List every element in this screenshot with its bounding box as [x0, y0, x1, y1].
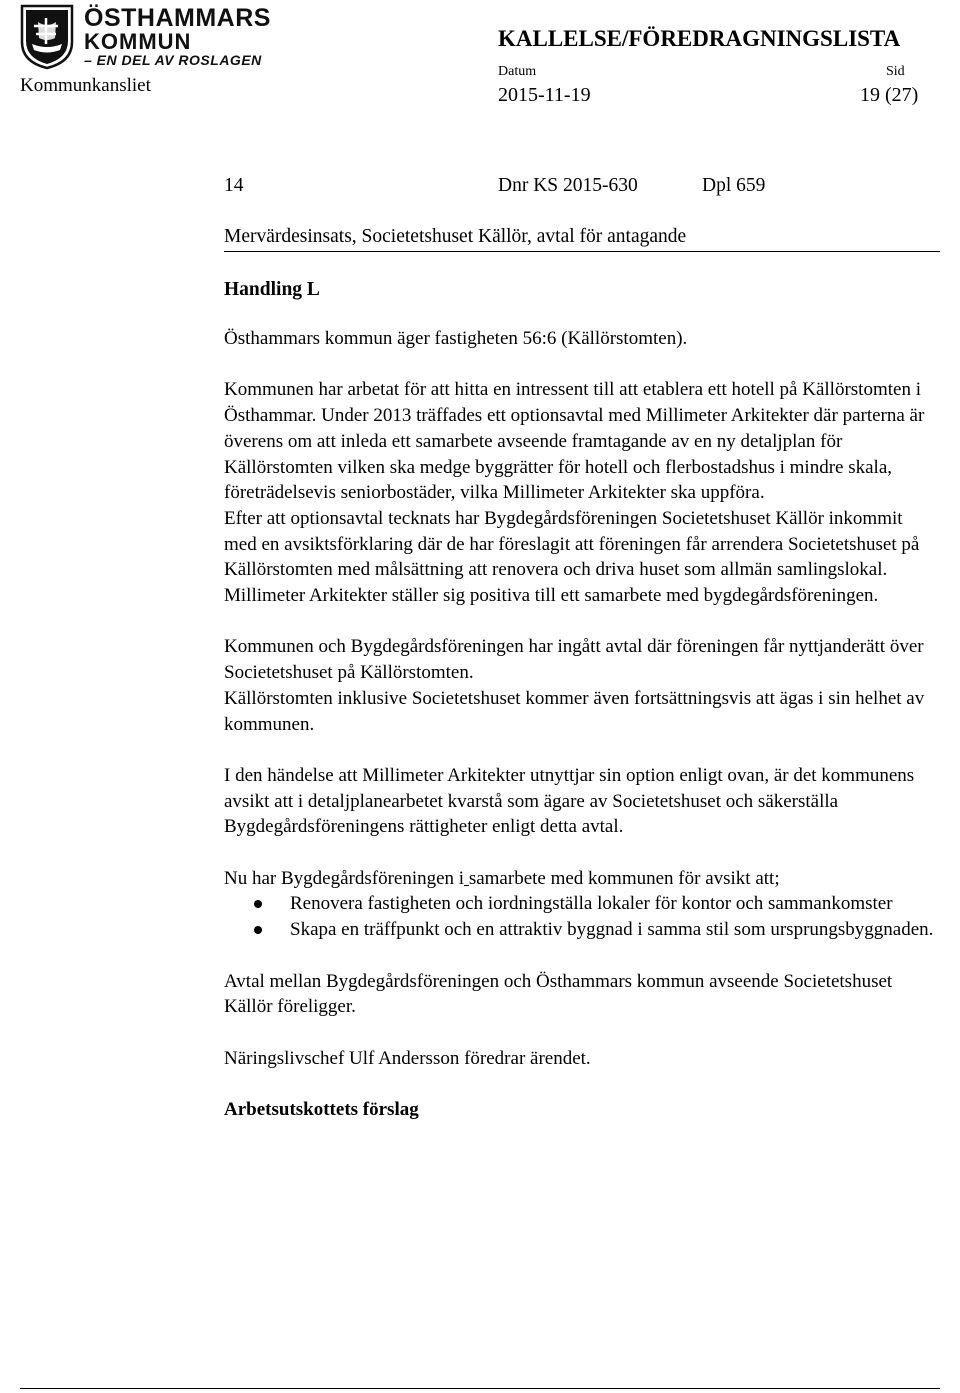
- paragraph-7: [224, 866, 936, 892]
- municipality-logo: [20, 4, 271, 70]
- item-number: 14: [224, 175, 244, 196]
- bullet-icon: [254, 926, 262, 934]
- paragraph-4: Kommunen och Bygdegårdsföreningen har ingått avtal där föreningen får nyttjanderätt över Societetshuset på Källörstomten.: [224, 636, 924, 684]
- date-value: 2015-11-19: [498, 84, 591, 106]
- document-title: KALLELSE/FÖREDRAGNINGSLISTA: [498, 26, 901, 51]
- item-body: [224, 326, 936, 1123]
- paragraph-7-end: samarbete med kommunen för avsikt att;: [468, 867, 780, 889]
- intent-list: [224, 891, 936, 942]
- logo-text-2: KOMMUN: [84, 29, 192, 54]
- list-item-text: Renovera fastigheten och iordningställa lokaler för kontor och sammankomster: [290, 893, 893, 915]
- logo-text-3: – EN DEL AV ROSLAGEN: [84, 52, 262, 68]
- handling-reference: Handling L: [224, 279, 320, 300]
- paragraph-9: Näringslivschef Ulf Andersson föredrar ärendet.: [224, 1047, 591, 1069]
- paragraph-5: Källörstomten inklusive Societetshuset kommer även fortsättningsvis att ägas i sin helhet av kommunen.: [224, 687, 925, 735]
- paragraph-1: Östhammars kommun äger fastigheten 56:6 (Källörstomten).: [224, 328, 688, 349]
- paragraph-8: Avtal mellan Bygdegårdsföreningen och Östhammars kommun avseende Societetshuset Källör föreligger.: [224, 970, 893, 1018]
- logo-text-1: ÖSTHAMMARS: [84, 4, 271, 32]
- paragraph-7-start: Nu har Bygdegårdsföreningen i: [224, 867, 465, 889]
- list-item-text: Skapa en träffpunkt och en attraktiv byggnad i samma stil som ursprungsbyggnaden.: [290, 919, 934, 941]
- footer-divider: [20, 1388, 940, 1389]
- section-title: Arbetsutskottets förslag: [224, 1098, 419, 1120]
- bullet-icon: [254, 900, 262, 908]
- paragraph-3: Efter att optionsavtal tecknats har Bygdegårdsföreningen Societetshuset Källör inkommit med en avsiktsförklaring där de har föreslagit att föreningen får arrendera Societetshuset på Källörstomten med målsättning att renovera och driva huset som allmän samlingslokal. Millimeter Arkitekter ställer sig positiva till ett samarbete med bygdegårdsföreningen.: [224, 507, 920, 607]
- page-value: 19 (27): [860, 84, 919, 106]
- dpl-number: Dpl 659: [702, 175, 766, 196]
- list-item: [224, 891, 936, 917]
- department: Kommunkansliet: [20, 75, 151, 96]
- diary-number: Dnr KS 2015-630: [498, 175, 638, 196]
- subject-divider: [224, 251, 940, 252]
- paragraph-2: Kommunen har arbetat för att hitta en intressent till att etablera ett hotell på Källörstomten i Östhammar. Under 2013 träffades ett optionsavtal med Millimeter Arkitekter där parterna är överens om att inleda ett samarbete avseende framtagande av en ny detaljplan för Källörstomten vilken ska medge byggrätter för hotell och flerbostadshus i mindre skala, företrädelsevis seniorbostäder, vilka Millimeter Arkitekter ska uppföra.: [224, 379, 925, 504]
- list-item: [224, 917, 936, 943]
- page-label: Sid: [886, 64, 905, 79]
- item-subject: Mervärdesinsats, Societetshuset Källör, avtal för antagande: [224, 226, 687, 247]
- paragraph-6: I den händelse att Millimeter Arkitekter utnyttjar sin option enligt ovan, är det kommunens avsikt att i detaljplanearbetet kvarstå som ägare av Societetshuset och säkerställa Bygdegårdsföreningens rättigheter enligt detta avtal.: [224, 764, 915, 838]
- date-label: Datum: [498, 64, 537, 79]
